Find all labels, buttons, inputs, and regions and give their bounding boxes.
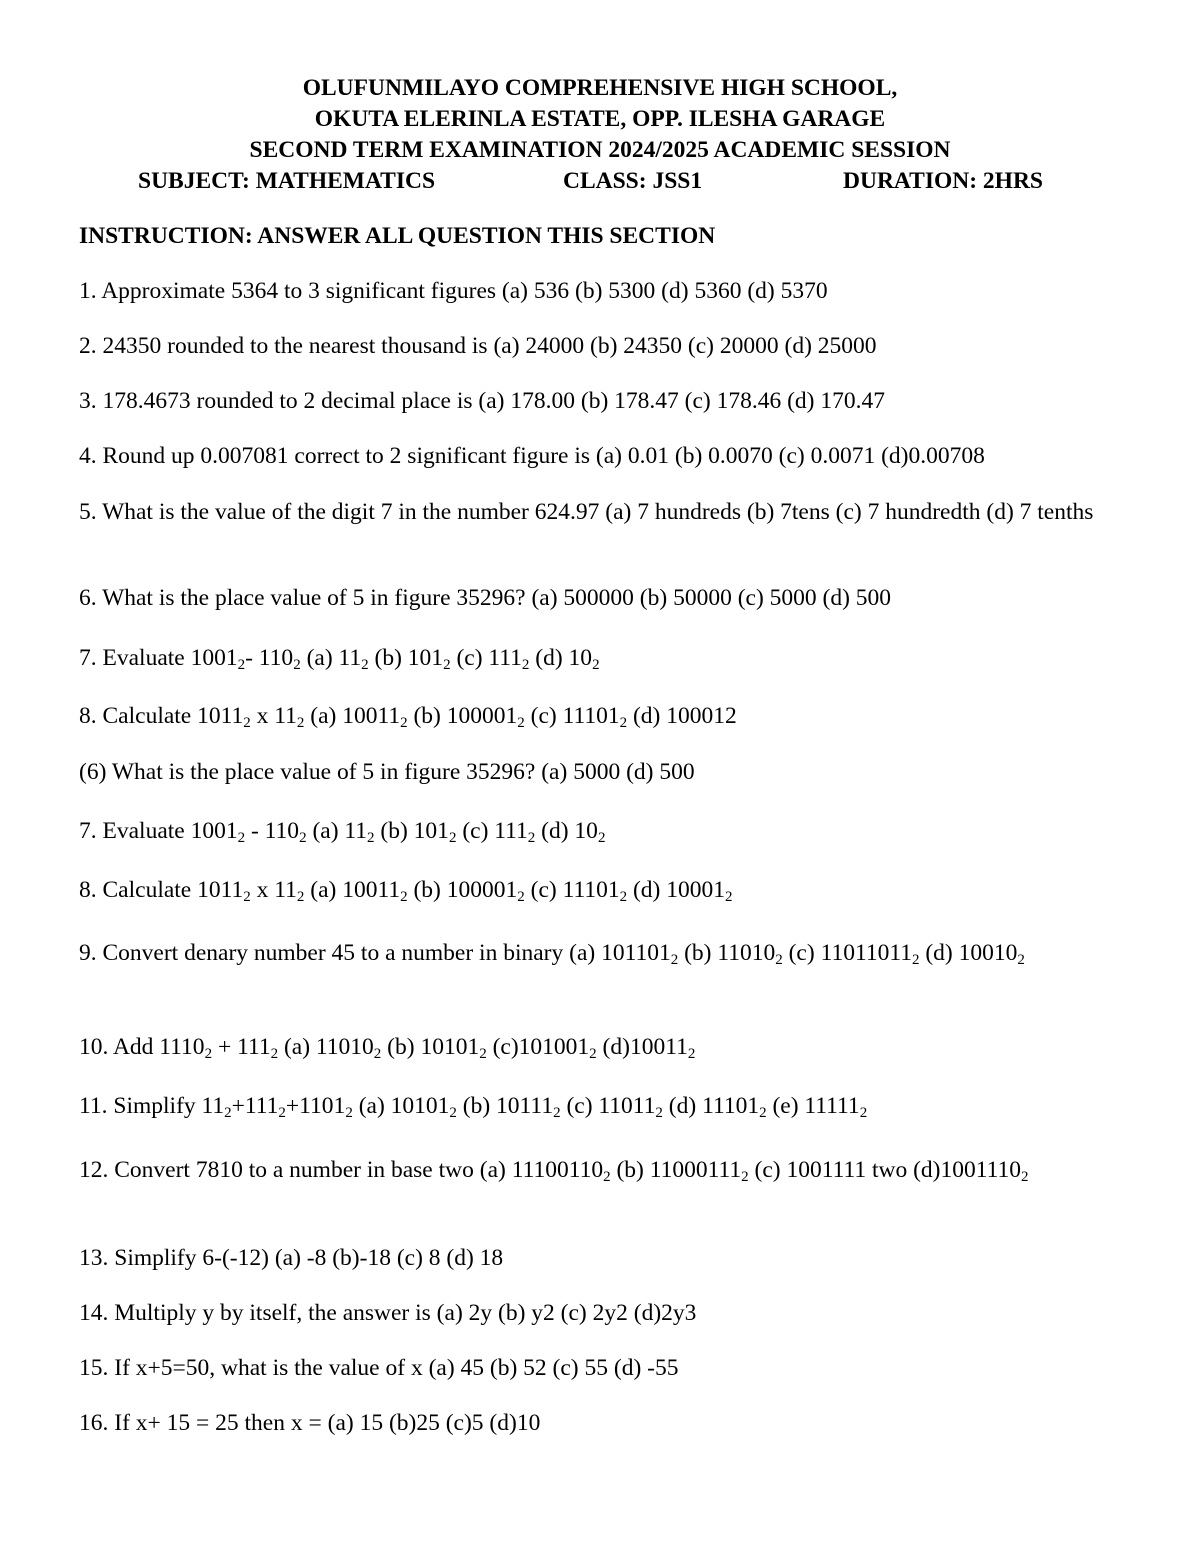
question-5: 5. What is the value of the digit 7 in the number 624.97 (a) 7 hundreds (b) 7tens (c) 7 hundredth (d) 7 tenths — [79, 499, 1094, 525]
question-7: 7. Evaluate $1001_2-$ $110_2$ (a) $11_2$ (b) $101_2$ (c) $111_2$ (d) $10_2$ — [79, 645, 600, 673]
duration-label: DURATION: 2HRS — [843, 168, 1043, 194]
school-address: OKUTA ELERINLA ESTATE, OPP. ILESHA GARAGE — [314, 106, 886, 132]
question-3: 3. 178.4673 rounded to 2 decimal place is (a) 178.00 (b) 178.47 (c) 178.46 (d) 170.47 — [79, 388, 885, 414]
question-14: 14. Multiply y by itself, the answer is (a) 2y (b) y2 (c) 2y2 (d)2y3 — [79, 1300, 697, 1326]
question-4: 4. Round up 0.007081 correct to 2 significant figure is (a) 0.01 (b) 0.0070 (c) 0.0071 (d)0.00708 — [79, 443, 985, 469]
question-10: 10. Add $1110_2 + 111_2$ (a) $11010_2$ (b) $10101_2$ $(c)101001_2$ $(d)10011_2$ — [79, 1034, 696, 1062]
question-11: 11. Simplify $11_2+111_2+1101_2$ (a) $10101_2$ (b) $10111_2$ (c) $11011_2$ (d) $11101_2$ (e) $11111_2$ — [79, 1093, 868, 1121]
question-6: 6. What is the place value of 5 in figure 35296? (a) 500000 (b) 50000 (c) 5000 (d) 500 — [79, 585, 892, 611]
instruction: INSTRUCTION: ANSWER ALL QUESTION THIS SECTION — [79, 223, 716, 249]
question-2: 2. 24350 rounded to the nearest thousand is (a) 24000 (b) 24350 (c) 20000 (d) 25000 — [79, 333, 877, 359]
class-label: CLASS: JSS1 — [563, 168, 703, 194]
subject-label: SUBJECT: MATHEMATICS — [138, 168, 436, 194]
question-1: 1. Approximate 5364 to 3 significant figures (a) 536 (b) 5300 (d) 5360 (d) 5370 — [79, 278, 828, 304]
question-15: 15. If x+5=50, what is the value of x (a) 45 (b) 52 (c) 55 (d) -55 — [79, 1355, 679, 1381]
question-7-repeat: 7. Evaluate $1001_2 - 110_2$ (a) $11_2$ (b) $101_2$ (c) $111_2$ (d) $10_2$ — [79, 818, 606, 846]
question-13: 13. Simplify 6-(-12) (a) -8 (b)-18 (c) 8 (d) 18 — [79, 1245, 504, 1271]
question-8-repeat: 8. Calculate $1011_2$ x $11_2$ (a) $10011_2$ (b) $100001_2$ (c) $11101_2$ (d) $10001_2$ — [79, 877, 733, 905]
question-9: 9. Convert denary number 45 to a number in binary (a) $101101_2$ (b) $11010_2$ (c) $11011011_2$ (d) $10010_2$ — [79, 940, 1025, 968]
question-8: 8. Calculate $1011_2$ x $11_2$ (a) $10011_2$ (b) $100001_2$ (c) $11101_2$ (d) 100012 — [79, 703, 737, 731]
question-6-repeat: (6) What is the place value of 5 in figure 35296? (a) 5000 (d) 500 — [79, 759, 695, 785]
school-name: OLUFUNMILAYO COMPREHENSIVE HIGH SCHOOL, — [302, 75, 898, 101]
question-12: 12. Convert 7810 to a number in base two (a) $11100110_2$ (b) $11000111_2$ (c) 1001111 two $(d)1001110_2$ — [79, 1157, 1029, 1185]
question-16: 16. If x+ 15 = 25 then x = (a) 15 (b)25 (c)5 (d)10 — [79, 1410, 541, 1436]
exam-title: SECOND TERM EXAMINATION 2024/2025 ACADEMIC SESSION — [249, 137, 951, 163]
